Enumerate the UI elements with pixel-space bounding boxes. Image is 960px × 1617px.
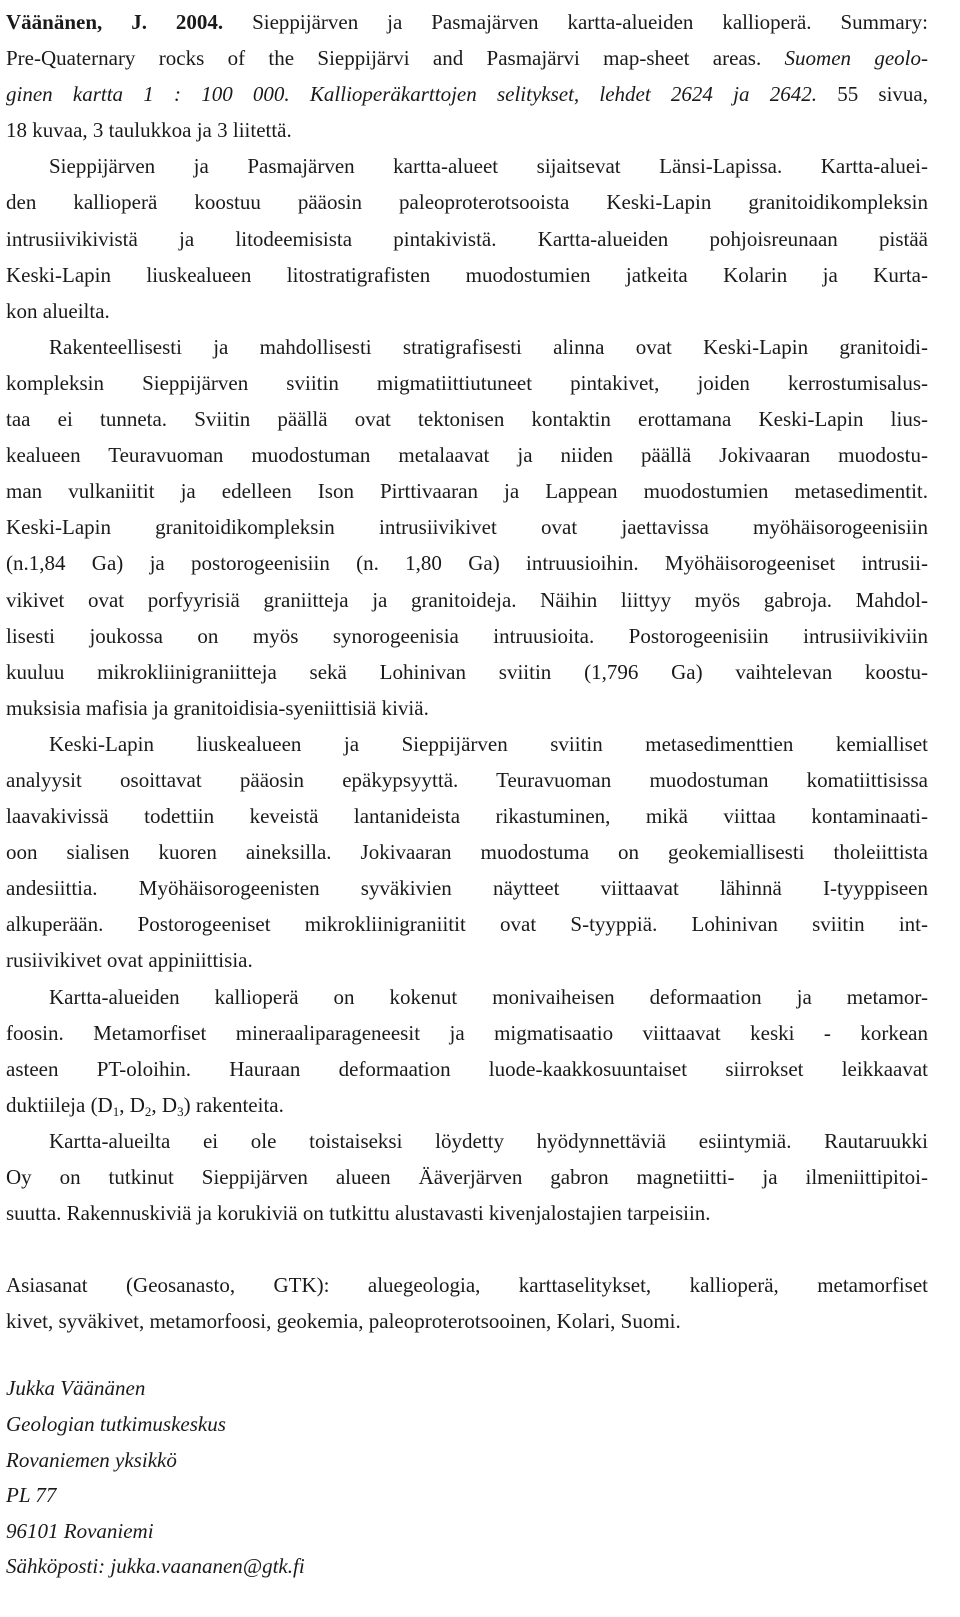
paragraph-line: kompleksin Sieppijärven sviitin migmatiittiutuneet pintakivet, joiden kerrostumisalus- <box>6 370 928 395</box>
paragraph-line: vikivet ovat porfyyrisiä graniitteja ja granitoideja. Näihin liittyy myös gabroja. Mahdol- <box>6 587 928 612</box>
author-unit: Rovaniemen yksikkö <box>6 1447 177 1472</box>
paragraph-line: kuuluu mikrokliinigraniitteja sekä Lohinivan sviitin (1,796 Ga) vaihtelevan koostu- <box>6 659 928 684</box>
paragraph-line: Oy on tutkinut Sieppijärven alueen Ääverjärven gabron magnetiitti- ja ilmeniittipitoi- <box>6 1165 928 1189</box>
reference-line-1 <box>6 4 928 40</box>
subscript: 2 <box>144 1103 152 1119</box>
paragraph-line: andesiittia. Myöhäisorogeenisten syväkivien näytteet viittaavat lähinnä I-tyyppiseen <box>6 876 928 901</box>
paragraph-line <box>6 1087 928 1123</box>
author-postal-code: 96101 Rovaniemi <box>6 1518 154 1543</box>
paragraph-line: lisesti joukossa on myös synorogeenisia intruusioita. Postorogeenisiin intrusiivikiviin <box>6 623 928 648</box>
paragraph-line: kon alueilta. <box>6 298 110 323</box>
paragraph-line: kealueen Teuravuoman muodostuman metalaavat ja niiden päällä Jokivaaran muodostu- <box>6 443 928 468</box>
keywords-line-1: Asiasanat (Geosanasto, GTK): aluegeologia, karttaselitykset, kallioperä, metamorfiset <box>6 1273 928 1298</box>
document-page <box>6 0 928 1585</box>
paragraph-line: Keski-Lapin liuskealueen ja Sieppijärven sviitin metasedimenttien kemialliset <box>49 731 928 756</box>
reference-pages: 55 sivua, <box>816 82 928 107</box>
paragraph-line: Kartta-alueilta ei ole toistaiseksi löydetty hyödynnettäviä esiintymiä. Rautaruukki <box>49 1128 928 1153</box>
paragraph-line: Kartta-alueiden kallioperä on kokenut monivaiheisen deformaation ja metamor- <box>49 984 928 1009</box>
subscript: 3 <box>177 1103 184 1119</box>
reference-author: Väänänen, J. 2004. <box>6 10 224 34</box>
author-email: Sähköposti: jukka.vaananen@gtk.fi <box>6 1554 305 1579</box>
text-run: , D <box>151 1092 178 1117</box>
author-institution: Geologian tutkimuskeskus <box>6 1411 226 1436</box>
paragraph-3 <box>6 726 928 979</box>
paragraph-line: suutta. Rakennuskiviä ja korukiviä on tutkittu alustavasti kivenjalostajien tarpeisiin. <box>6 1201 711 1226</box>
text-run: ) rakenteita. <box>183 1092 284 1117</box>
reference-series-start: Suomen geolo- <box>784 46 928 71</box>
keywords-line-2: kivet, syväkivet, metamorfoosi, geokemia, paleoproterotsooinen, Kolari, Suomi. <box>6 1309 681 1334</box>
abstract-body <box>6 148 928 1231</box>
paragraph-line: taa ei tunneta. Sviitin päällä ovat tektonisen kontaktin erottamana Keski-Lapin lius- <box>6 407 928 432</box>
paragraph-4 <box>6 979 928 1123</box>
text-run: duktiileja (D <box>6 1092 113 1117</box>
paragraph-1 <box>6 148 928 328</box>
author-po-box: PL 77 <box>6 1483 57 1508</box>
paragraph-line: Sieppijärven ja Pasmajärven kartta-alueet sijaitsevat Länsi-Lapissa. Kartta-aluei- <box>49 154 928 179</box>
paragraph-line: muksisia mafisia ja granitoidisia-syeniittisiä kiviä. <box>6 695 429 720</box>
paragraph-line: den kallioperä koostuu pääosin paleoproterotsooista Keski-Lapin granitoidikompleksin <box>6 190 928 215</box>
paragraph-line: man vulkaniitit ja edelleen Ison Pirttivaaran ja Lappean muodostumien metasedimentit. <box>6 479 928 504</box>
paragraph-line: rusiivikivet ovat appiniittisia. <box>6 948 253 973</box>
paragraph-line: Keski-Lapin granitoidikompleksin intrusiivikivet ovat jaettavissa myöhäisorogeenisiin <box>6 515 928 540</box>
author-address <box>6 1371 928 1585</box>
paragraph-line: oon sialisen kuoren aineksilla. Jokivaaran muodostuma on geokemiallisesti tholeiittista <box>6 840 928 865</box>
author-name: Jukka Väänänen <box>6 1376 146 1401</box>
text-run: , D <box>119 1092 145 1117</box>
bibliographic-reference <box>6 4 928 148</box>
paragraph-line: intrusiivikivistä ja litodeemisista pintakivistä. Kartta-alueiden pohjoisreunaan pistää <box>6 226 928 251</box>
paragraph-line: asteen PT-oloihin. Hauraan deformaation luode-kaakkosuuntaiset siirrokset leikkaavat <box>6 1056 928 1081</box>
paragraph-line: Keski-Lapin liuskealueen litostratigrafisten muodostumien jatkeita Kolarin ja Kurta- <box>6 262 928 287</box>
paragraph-line: analyysit osoittavat pääosin epäkypsyyttä. Teuravuoman muodostuman komatiittisissa <box>6 767 928 792</box>
reference-series: ginen kartta 1 : 100 000. Kallioperäkarttojen selitykset, lehdet 2624 ja 2642. <box>6 82 817 107</box>
paragraph-line: foosin. Metamorfiset mineraaliparageneesit ja migmatisaatio viittaavat keski - korkean <box>6 1020 928 1045</box>
subscript: 1 <box>112 1103 120 1119</box>
paragraph-line: alkuperään. Postorogeeniset mikrokliinigraniitit ovat S-tyyppiä. Lohinivan sviitin int- <box>6 912 928 937</box>
paragraph-5 <box>6 1123 928 1231</box>
paragraph-line: Rakenteellisesti ja mahdollisesti stratigrafisesti alinna ovat Keski-Lapin granitoidi- <box>49 334 928 359</box>
paragraph-line: (n.1,84 Ga) ja postorogeenisiin (n. 1,80 Ga) intruusioihin. Myöhäisorogeeniset intrusii- <box>6 551 928 576</box>
reference-title: Sieppijärven ja Pasmajärven kartta-alueiden kallioperä. Summary: <box>223 10 928 34</box>
reference-line-4: 18 kuvaa, 3 taulukkoa ja 3 liitettä. <box>6 118 292 143</box>
paragraph-2 <box>6 329 928 726</box>
keywords <box>6 1267 928 1339</box>
reference-english-title: Pre-Quaternary rocks of the Sieppijärvi and Pasmajärvi map-sheet areas. <box>6 46 785 71</box>
reference-line-2 <box>6 40 928 76</box>
paragraph-line: laavakivissä todettiin keveistä lantanideista rikastuminen, mikä viittaa kontaminaati- <box>6 804 928 829</box>
reference-line-3 <box>6 76 928 112</box>
